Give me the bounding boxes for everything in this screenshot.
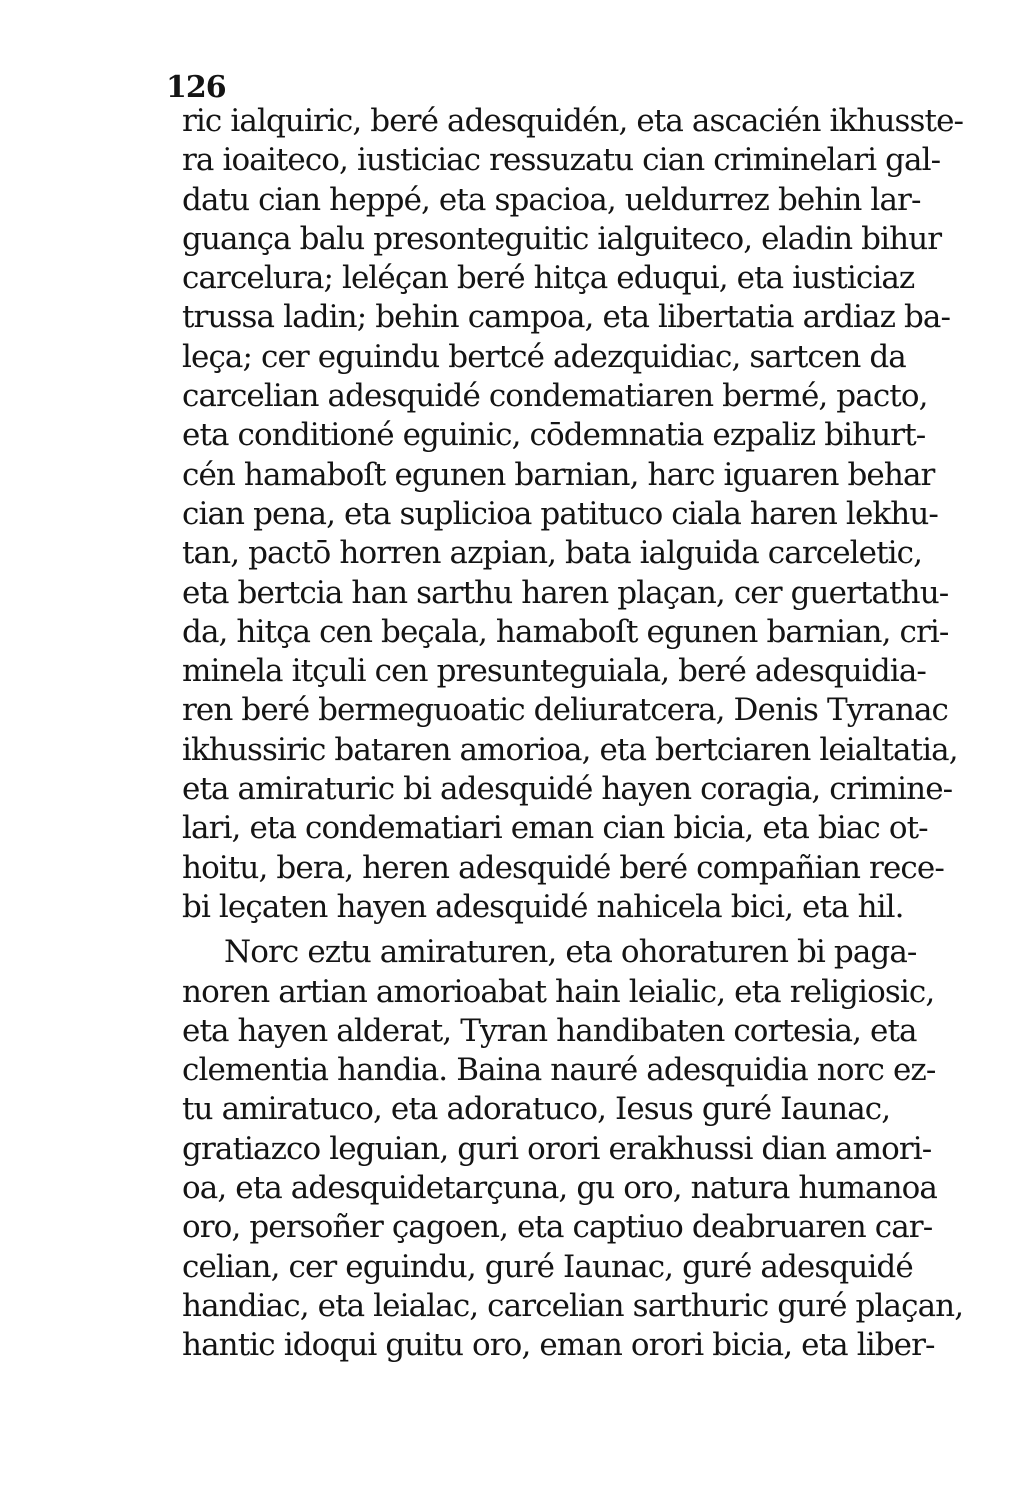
- paragraph-start-line: Norc eztu amiraturen, eta ohoraturen bi paga-: [224, 934, 917, 971]
- text-line: eta hayen alderat, Tyran handibaten cortesia, eta: [182, 1012, 917, 1049]
- text-line: celian, cer eguindu, guré Iaunac, guré adesquidé: [182, 1248, 913, 1285]
- text-line: eta amiraturic bi adesquidé hayen coragia, crimine-: [182, 771, 953, 808]
- text-line: hantic idoqui guitu oro, eman orori bicia, eta liber-: [182, 1327, 935, 1364]
- text-line: bi leçaten hayen adesquidé nahicela bici, eta hil.: [182, 888, 904, 925]
- text-line: guança balu presonteguitic ialguiteco, eladin bihur: [182, 220, 942, 257]
- text-line: eta conditioné eguinic, cōdemnatia ezpaliz bihurt-: [182, 417, 926, 454]
- text-line: datu cian heppé, eta spacioa, ueldurrez behin lar-: [182, 181, 921, 218]
- text-line: gratiazco leguian, guri orori erakhussi dian amori-: [182, 1130, 932, 1167]
- text-line: leça; cer eguindu bertcé adezquidiac, sartcen da: [182, 338, 906, 375]
- text-line: cian pena, eta suplicioa patituco ciala haren lekhu-: [182, 495, 938, 532]
- text-line: lari, eta condematiari eman cian bicia, eta biac ot-: [182, 810, 928, 847]
- text-line: da, hitça cen beçala, hamaboſt egunen barnian, cri-: [182, 613, 949, 650]
- text-line: carcelian adesquidé condematiaren bermé, pacto,: [182, 378, 928, 415]
- text-line: carcelura; leléçan beré hitça eduqui, eta iusticiaz: [182, 260, 915, 297]
- text-line: clementia handia. Baina nauré adesquidia norc ez-: [182, 1052, 936, 1089]
- text-line: noren artian amorioabat hain leialic, eta religiosic,: [182, 973, 935, 1010]
- text-line: ikhussiric bataren amorioa, eta bertciaren leialtatia,: [182, 731, 958, 768]
- page-number: 126: [166, 70, 226, 105]
- text-line: oro, persoñer çagoen, eta captiuo deabruaren car-: [182, 1209, 933, 1246]
- text-line: tan, pactō horren azpian, bata ialguida carceletic,: [182, 535, 923, 572]
- body-text: [182, 102, 964, 1366]
- text-line: ra ioaiteco, iusticiac ressuzatu cian criminelari gal-: [182, 142, 941, 179]
- text-line: trussa ladin; behin campoa, eta libertatia ardiaz ba-: [182, 299, 951, 336]
- text-line: hoitu, bera, heren adesquidé beré compañian rece-: [182, 849, 944, 886]
- text-line: oa, eta adesquidetarçuna, gu oro, natura humanoa: [182, 1170, 937, 1207]
- text-line: minela itçuli cen presunteguiala, beré adesquidia-: [182, 653, 926, 690]
- text-line: cén hamaboſt egunen barnian, harc iguaren behar: [182, 456, 935, 493]
- text-line: tu amiratuco, eta adoratuco, Iesus guré Iaunac,: [182, 1091, 891, 1128]
- text-line: handiac, eta leialac, carcelian sarthuric guré plaçan,: [182, 1287, 964, 1324]
- text-line: eta bertcia han sarthu haren plaçan, cer guertathu-: [182, 574, 949, 611]
- text-line: ren beré bermeguoatic deliuratcera, Denis Tyranac: [182, 692, 948, 729]
- text-line: ric ialquiric, beré adesquidén, eta ascacién ikhusste-: [182, 103, 964, 139]
